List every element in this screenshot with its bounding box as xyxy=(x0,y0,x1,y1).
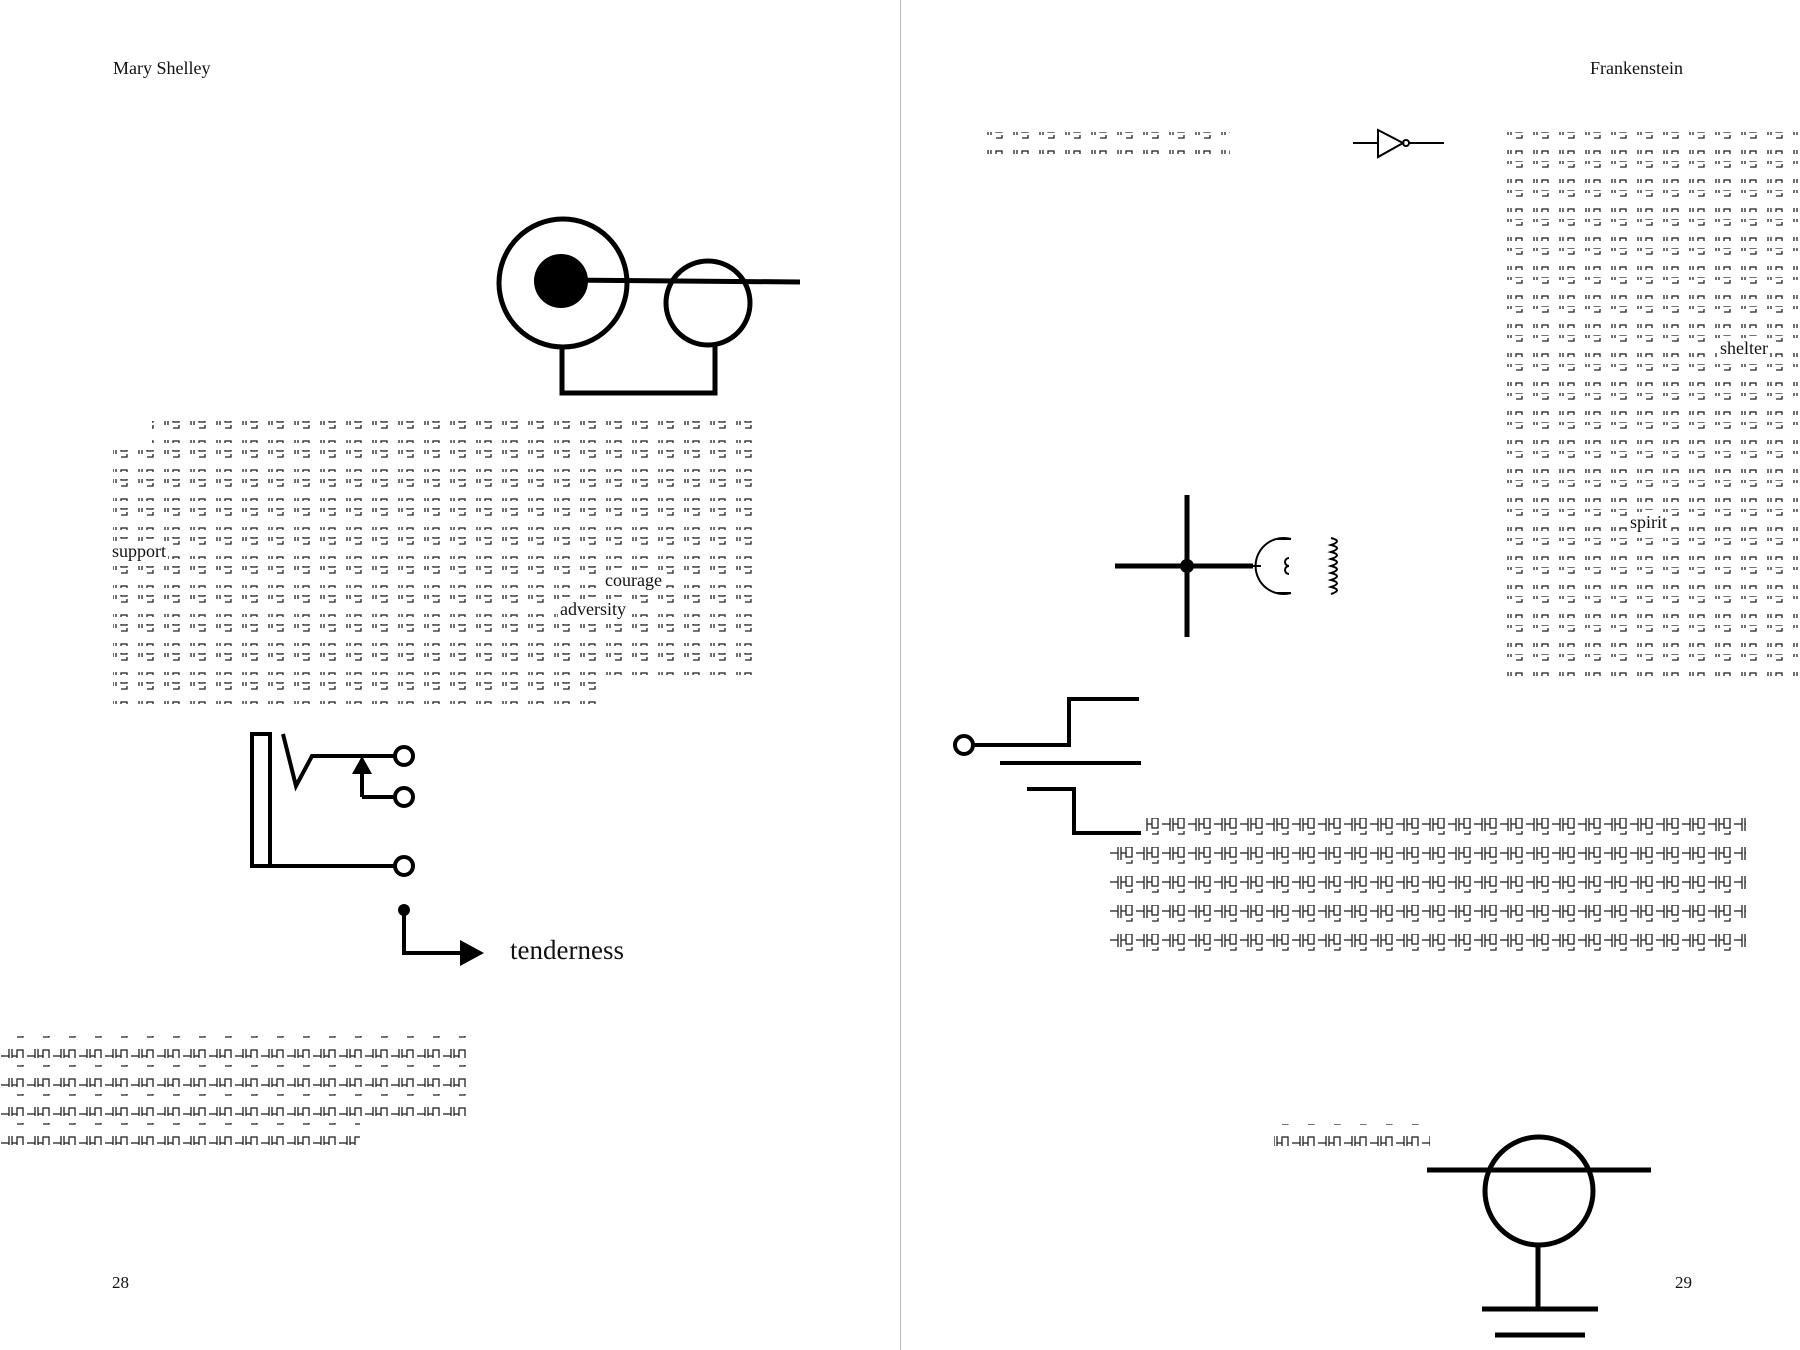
word-shelter: shelter xyxy=(1720,338,1768,358)
word-support: support xyxy=(112,541,166,561)
running-head-author: Mary Shelley xyxy=(113,58,211,78)
word-courage: courage xyxy=(605,570,662,590)
word-spirit: spirit xyxy=(1630,512,1668,532)
word-adversity: adversity xyxy=(560,599,626,619)
page-number-left: 28 xyxy=(112,1273,129,1292)
right-page xyxy=(901,0,1800,1350)
word-tenderness: tenderness xyxy=(510,935,624,965)
page-number-right: 29 xyxy=(1675,1273,1692,1292)
running-head-title: Frankenstein xyxy=(1590,58,1683,78)
symbol-text-block-right xyxy=(901,0,1800,1350)
